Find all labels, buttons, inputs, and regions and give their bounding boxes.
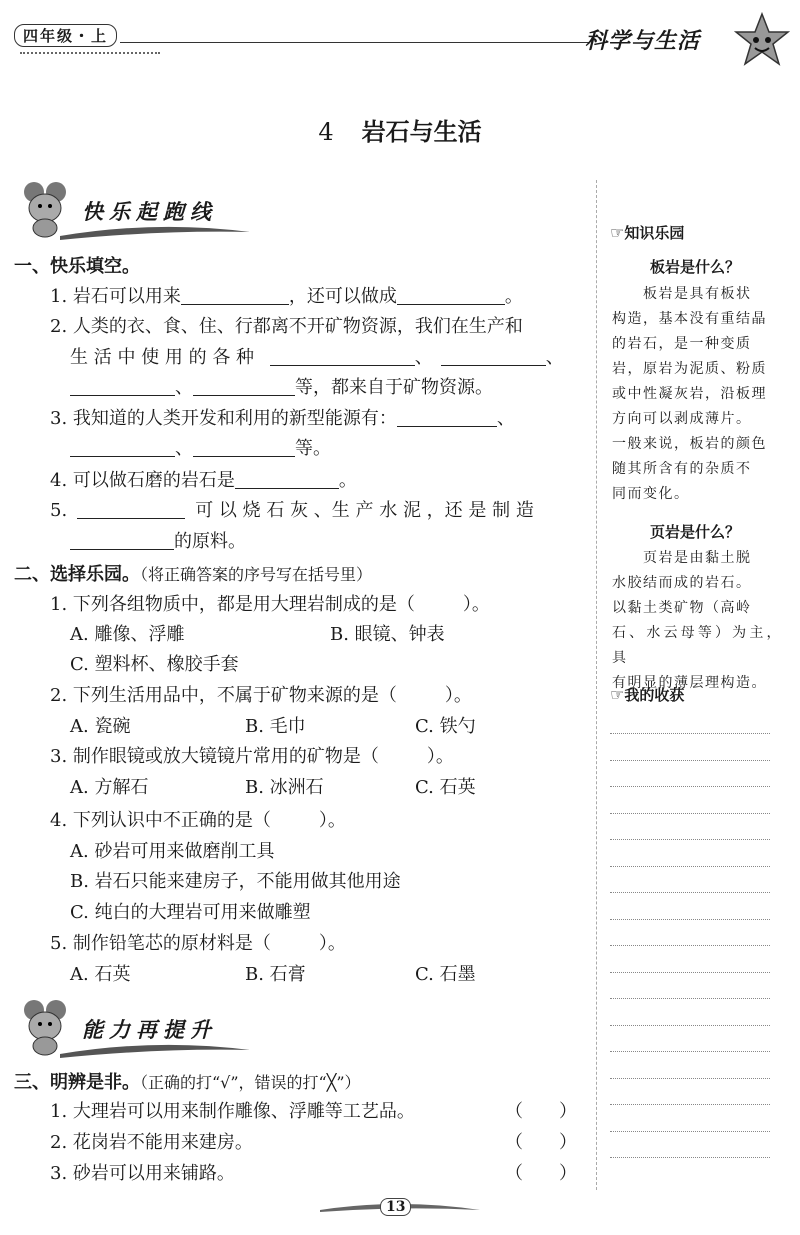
fill-q2: 2. 人类的衣、食、住、行都离不开矿物资源，我们在生产和	[50, 316, 523, 337]
answer-blank[interactable]	[397, 284, 505, 305]
section3-heading: 三、明辨是非。（正确的打“√”，错误的打“╳”）	[14, 1072, 361, 1093]
harvest-writing-line[interactable]	[610, 839, 770, 840]
choice-q4-opt-b: B. 岩石只能来建房子，不能用做其他用途	[70, 871, 401, 892]
harvest-writing-line[interactable]	[610, 972, 770, 973]
answer-blank[interactable]	[70, 529, 174, 550]
choice-q4-opt-a: A. 砂岩可用来做磨削工具	[70, 841, 275, 862]
choice-q5-opt-b: B. 石膏	[245, 964, 306, 985]
judge-item-1: 1. 大理岩可以用来制作雕像、浮雕等工艺品。	[50, 1101, 415, 1122]
choice-q3-opt-c: C. 石英	[415, 777, 476, 798]
choice-q4: 4. 下列认识中不正确的是（ ）。	[50, 810, 346, 831]
page-number: 13	[380, 1198, 411, 1216]
section2-heading: 二、选择乐园。（将正确答案的序号写在括号里）	[14, 564, 373, 585]
harvest-writing-line[interactable]	[610, 813, 770, 814]
choice-q5-opt-c: C. 石墨	[415, 964, 476, 985]
harvest-writing-line[interactable]	[610, 1051, 770, 1052]
pointing-hand-icon: ☞	[610, 685, 625, 704]
choice-q1: 1. 下列各组物质中，都是用大理岩制成的是（ ）。	[50, 594, 490, 615]
my-harvest-heading: ☞我的收获	[610, 685, 685, 704]
fill-q4: 4. 可以做石磨的岩石是 。	[50, 470, 357, 491]
section1-heading: 一、快乐填空。	[14, 256, 140, 277]
harvest-writing-line[interactable]	[610, 733, 770, 734]
fill-q5-line2: 的原料。	[70, 527, 246, 557]
sidebar-paragraph-1: 板岩是具有板状 构造，基本没有重结晶 的岩石，是一种变质 岩，原岩为泥质、粉质 或中性凝灰岩，沿板理 方向可以剥成薄片。 一般来说，板岩的颜色 随其所含有的杂质不 同而变化。	[612, 286, 767, 502]
choice-q5: 5. 制作铅笔芯的原材料是（ ）。	[50, 933, 346, 954]
answer-blank[interactable]	[181, 284, 289, 305]
answer-paren[interactable]: （ ）	[505, 1163, 577, 1184]
section-banner-2: 能力再提升	[82, 1018, 217, 1042]
pointing-hand-icon: ☞	[610, 223, 625, 242]
grade-label: 四年级・上	[14, 24, 117, 47]
choice-q3: 3. 制作眼镜或放大镜镜片常用的矿物是（ ）。	[50, 746, 454, 767]
judge-item-3: 3. 砂岩可以用来铺路。	[50, 1163, 235, 1184]
choice-q2-opt-b: B. 毛巾	[245, 716, 306, 737]
harvest-writing-line[interactable]	[610, 760, 770, 761]
sidebar-paragraph-2: 页岩是由黏土脱 水胶结而成的岩石。 以黏土类矿物（高岭 石、水云母等）为主，具 有明显的薄层理构造。	[612, 550, 782, 691]
answer-blank[interactable]	[193, 436, 295, 457]
answer-blank[interactable]	[397, 406, 497, 427]
page-title: 4 岩石与生活	[318, 118, 482, 146]
fill-q3: 3. 我知道的人类开发和利用的新型能源有： 、	[50, 408, 515, 429]
answer-blank[interactable]	[193, 375, 295, 396]
choice-q4-opt-c: C. 纯白的大理岩可用来做雕塑	[70, 902, 311, 923]
harvest-writing-line[interactable]	[610, 1104, 770, 1105]
choice-q1-opt-c: C. 塑料杯、橡胶手套	[70, 654, 239, 675]
fill-q3-line2: 、 等。	[70, 434, 331, 464]
book-title: 科学与生活	[585, 29, 701, 54]
sidebar-question-1: 板岩是什么？	[649, 258, 740, 276]
harvest-writing-line[interactable]	[610, 1157, 770, 1158]
harvest-writing-line[interactable]	[610, 892, 770, 893]
harvest-writing-line[interactable]	[610, 945, 770, 946]
fill-q2-line2: 生 活 中 使 用 的 各 种 、 、	[70, 347, 564, 368]
choice-q5-opt-a: A. 石英	[70, 964, 131, 985]
answer-blank[interactable]	[270, 345, 415, 366]
choice-q3-opt-b: B. 冰洲石	[245, 777, 324, 798]
harvest-writing-line[interactable]	[610, 786, 770, 787]
choice-q2: 2. 下列生活用品中，不属于矿物来源的是（ ）。	[50, 685, 472, 706]
harvest-writing-line[interactable]	[610, 1025, 770, 1026]
sidebar-question-2: 页岩是什么？	[649, 523, 740, 541]
knowledge-garden-heading: ☞知识乐园	[610, 223, 685, 242]
harvest-writing-line[interactable]	[610, 1078, 770, 1079]
harvest-writing-line[interactable]	[610, 919, 770, 920]
answer-blank[interactable]	[235, 468, 339, 489]
header-rule	[120, 42, 590, 43]
answer-blank[interactable]	[441, 345, 546, 366]
fill-q1: 1. 岩石可以用来 ，还可以做成 。	[50, 286, 523, 307]
star-mascot-icon	[733, 10, 791, 70]
fill-q5: 5. 可 以 烧 石 灰 、生 产 水 泥 ，还 是 制 造	[50, 500, 534, 521]
choice-q2-opt-a: A. 瓷碗	[70, 716, 131, 737]
answer-blank[interactable]	[77, 498, 185, 519]
choice-q3-opt-a: A. 方解石	[70, 777, 149, 798]
harvest-writing-line[interactable]	[610, 998, 770, 999]
header-dots	[20, 52, 160, 54]
harvest-writing-line[interactable]	[610, 1131, 770, 1132]
choice-q1-opt-b: B. 眼镜、钟表	[330, 624, 445, 645]
choice-q1-opt-a: A. 雕像、浮雕	[70, 624, 185, 645]
answer-blank[interactable]	[70, 436, 175, 457]
answer-blank[interactable]	[70, 375, 175, 396]
choice-q2-opt-c: C. 铁勺	[415, 716, 476, 737]
answer-paren[interactable]: （ ）	[505, 1101, 577, 1122]
section-banner-1: 快乐起跑线	[82, 200, 217, 224]
answer-paren[interactable]: （ ）	[505, 1132, 577, 1153]
judge-item-2: 2. 花岗岩不能用来建房。	[50, 1132, 253, 1153]
harvest-writing-line[interactable]	[610, 866, 770, 867]
fill-q2-line3: 、 等，都来自于矿物资源。	[70, 373, 493, 403]
